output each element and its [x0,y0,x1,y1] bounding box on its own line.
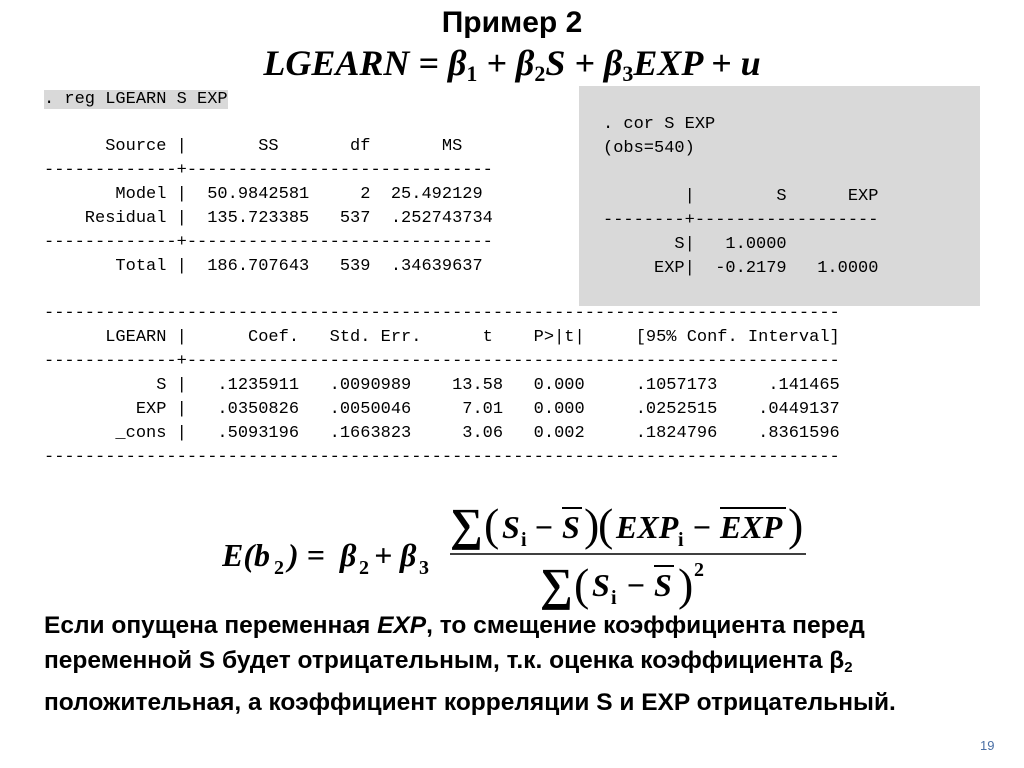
paragraph-exp-italic: EXP [377,612,427,639]
paragraph-part1: Если опущена переменная [44,612,378,639]
cor-row-s: S| 1.0000 [603,235,787,254]
coef-separator-mid: -------------+---------------------------------------------------------------- [44,352,840,371]
denominator-paren-open: ( [574,559,590,610]
eq-beta2-sub: 2 [534,61,546,86]
bias-formula-svg [222,500,822,610]
numerator-exp-sub: i [678,529,684,551]
denominator-s-sub: i [611,587,617,609]
cor-header: | S EXP [603,187,879,206]
denominator-square: 2 [694,559,704,581]
numerator-s: S [502,509,520,545]
eq-equals: = [418,43,439,83]
slide-title: Пример 2 [441,6,583,39]
coef-separator-top: ------------------------------------------------------------------------------ [44,304,840,323]
eq-var-s: S [545,43,566,83]
formula-plus: + [374,537,393,573]
bias-formula [222,500,822,610]
denominator-s-bar: S [654,567,672,603]
numerator-s-bar: S [562,509,580,545]
denominator-s: S [592,567,610,603]
model-equation [0,42,1024,87]
formula-beta2-sub: 2 [359,557,369,579]
denominator-minus: − [626,567,646,603]
coef-row-s: S | .1235911 .0090989 13.58 0.000 .1057173 .141465 [44,376,840,395]
anova-model-row: Model | 50.9842581 2 25.492129 [44,185,483,204]
numerator-sum-sign: ∑ [450,500,483,550]
numerator-minus-2: − [692,509,712,545]
cor-obs: (obs=540) [603,139,695,158]
cor-command: . cor S EXP [603,115,716,134]
coef-row-cons: _cons | .5093196 .1663823 3.06 0.002 .1824796 .8361596 [44,424,840,443]
explanation-paragraph [44,608,984,720]
eq-beta2: β [515,43,535,83]
eq-beta3-sub: 3 [622,61,634,86]
anova-separator-2: -------------+------------------------------ [44,233,493,252]
numerator-s-sub: i [521,529,527,551]
cor-row-exp: EXP| -0.2179 1.0000 [603,259,879,278]
page-number: 19 [980,738,995,753]
anova-separator-1: -------------+------------------------------ [44,161,493,180]
paragraph-part2: , то смещение коэффициента перед переменной S будет отрицательным, т.к. оценка коэффициента β [44,612,865,674]
eq-lhs: LGEARN [263,43,410,83]
numerator-exp: EXP [616,509,679,545]
formula-beta3: β [400,537,417,573]
numerator-paren-close-1: ) [584,500,600,550]
coef-header: LGEARN | Coef. Std. Err. t P>|t| [95% Conf. Interval] [44,328,840,347]
eq-plus2: + [574,43,595,83]
formula-beta3-sub: 3 [419,557,429,579]
eq-beta1: β [447,43,467,83]
eq-beta1-sub: 1 [466,61,478,86]
formula-lhs-close: ) = [288,537,325,573]
paragraph-beta-sub: 2 [844,659,853,676]
anova-residual-row: Residual | 135.723385 537 .252743734 [44,209,493,228]
eq-error-u: u [740,43,761,83]
eq-plus3: + [711,43,732,83]
cor-separator: --------+------------------ [603,211,879,230]
formula-lhs: E(b [222,537,270,573]
anova-total-row: Total | 186.707643 539 .34639637 [44,257,483,276]
formula-beta2: β [340,537,357,573]
numerator-paren-open-2: ( [598,500,614,550]
paragraph-part3: положительная, а коэффициент корреляции S и EXP отрицательный. [44,689,896,716]
denominator-sum-sign: ∑ [540,559,573,610]
numerator-exp-bar: EXP [720,509,783,545]
reg-command-text: . reg LGEARN S EXP [44,90,228,109]
eq-plus1: + [486,43,507,83]
numerator-paren-open-1: ( [484,500,500,550]
numerator-minus-1: − [534,509,554,545]
reg-command [44,88,228,112]
numerator-paren-close-2: ) [788,500,804,550]
anova-header: Source | SS df MS [44,137,463,156]
eq-beta3: β [603,43,623,83]
eq-var-exp: EXP [633,43,703,83]
formula-lhs-sub: 2 [274,557,284,579]
coef-separator-bottom: ------------------------------------------------------------------------------ [44,448,840,467]
denominator-paren-close: ) [678,559,694,610]
coef-row-exp: EXP | .0350826 .0050046 7.01 0.000 .0252515 .0449137 [44,400,840,419]
